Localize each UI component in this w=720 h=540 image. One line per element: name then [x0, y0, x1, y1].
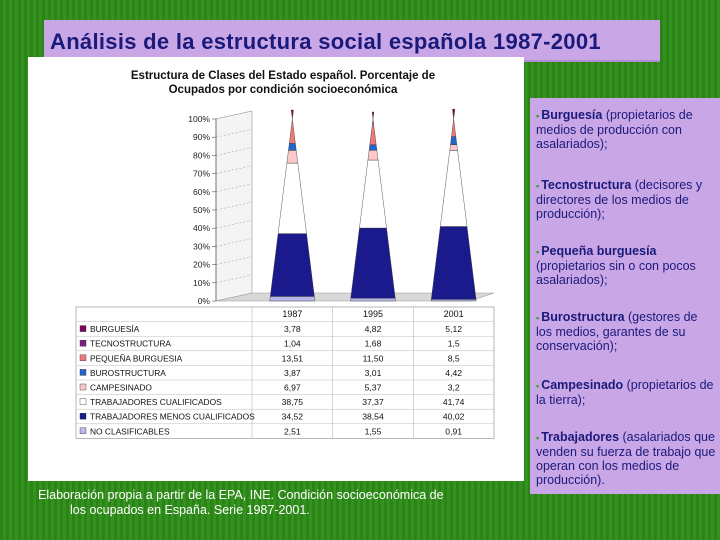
chart-panel	[28, 57, 524, 481]
bar-segment	[369, 145, 377, 150]
bar-segment	[431, 227, 476, 300]
stacked-bar-chart	[28, 57, 524, 481]
y-tick-label: 30%	[192, 241, 210, 252]
y-tick-label: 80%	[192, 150, 210, 161]
bar-segment	[368, 150, 378, 160]
data-value-label: 40,02	[442, 411, 465, 422]
bullet-icon: ▪	[536, 381, 540, 391]
title-bar	[44, 20, 660, 62]
legend-label: TRABAJADORES MENOS CUALIFICADOS	[90, 411, 255, 422]
chart-title-line2: Ocupados por condición socioeconómica	[168, 84, 398, 96]
definition-item	[536, 310, 716, 353]
definition-term: Tecnostructura	[541, 178, 632, 192]
legend-swatch	[80, 413, 86, 419]
definition-item	[536, 108, 716, 151]
bar-segment	[292, 117, 293, 119]
bar-segment	[370, 124, 376, 145]
definition-desc: (asalariados que venden su fuerza de trabajo que operan con los medios de producción).	[536, 430, 716, 487]
bullet-icon: ▪	[536, 111, 540, 121]
y-tick-label: 0%	[197, 296, 210, 306]
bar-segment	[453, 118, 454, 121]
source-caption	[38, 488, 518, 518]
legend-label: NO CLASIFICABLES	[90, 426, 170, 437]
y-tick-label: 100%	[188, 114, 210, 124]
definition-term: Pequeña burguesía	[541, 244, 657, 258]
bar-segment	[372, 112, 374, 121]
definition-item	[536, 430, 716, 487]
data-value-label: 0,91	[445, 426, 463, 437]
definition-term: Trabajadores	[541, 430, 620, 444]
slide-title: Análisis de la estructura social española 1987-2001	[50, 29, 601, 54]
data-value-label: 4,82	[364, 324, 382, 335]
legend-swatch	[80, 399, 86, 405]
data-value-label: 4,42	[445, 367, 463, 378]
data-value-label: 11,50	[362, 353, 384, 364]
legend-swatch	[80, 355, 86, 361]
data-value-label: 6,97	[283, 382, 301, 393]
data-value-label: 3,78	[283, 324, 301, 335]
bar-segment	[278, 163, 306, 234]
legend-label: TECNOSTRUCTURA	[90, 338, 171, 349]
bar-segment	[270, 296, 315, 301]
definitions-panel	[530, 98, 720, 494]
data-value-label: 13,51	[281, 353, 304, 364]
bar-segment	[289, 119, 295, 144]
x-category-label: 2001	[443, 309, 464, 319]
bar-segment	[440, 151, 467, 227]
data-value-label: 5,37	[364, 382, 382, 393]
legend-swatch	[80, 384, 86, 390]
legend-swatch	[80, 428, 86, 434]
x-category-label: 1995	[362, 309, 384, 319]
legend-swatch	[80, 326, 86, 332]
bar-segment	[359, 160, 386, 228]
definition-desc: (propietarios de la tierra);	[536, 378, 714, 407]
definition-desc: (propietarios sin o con pocos asalariados);	[536, 259, 696, 287]
definition-term: Burostructura	[541, 310, 625, 324]
bar-segment	[288, 143, 296, 150]
legend-label: PEQUEÑA BURGUESIA	[90, 353, 183, 364]
bullet-icon: ▪	[536, 181, 540, 191]
legend-label: BURGUESÍA	[90, 324, 140, 335]
data-value-label: 5,12	[445, 324, 463, 335]
legend-swatch	[80, 340, 86, 346]
definition-term: Burguesía	[541, 108, 603, 122]
definition-desc: (decisores y directores de los medios de producción);	[536, 178, 703, 221]
definition-desc: (propietarios de medios de producción con asalariados);	[536, 108, 693, 151]
bar-segment	[450, 137, 456, 145]
bullet-icon: ▪	[536, 313, 540, 323]
data-value-label: 8,5	[447, 353, 460, 364]
bar-segment	[270, 234, 314, 297]
data-value-label: 37,37	[362, 397, 384, 408]
data-value-label: 1,68	[364, 338, 382, 349]
definition-desc: (gestores de los medios, garantes de su conservación);	[536, 310, 698, 353]
data-value-label: 1,55	[364, 426, 382, 437]
legend-label: CAMPESINADO	[90, 382, 152, 393]
definition-item	[536, 244, 716, 287]
bar-segment	[431, 299, 476, 301]
data-value-label: 1,5	[447, 338, 460, 349]
chart-title-line1: Estructura de Clases del Estado español. Porcentaje de	[130, 70, 436, 82]
caption-line1: Elaboración propia a partir de la EPA, INE. Condición socioeconómica de	[38, 488, 444, 502]
y-tick-label: 50%	[192, 205, 210, 215]
data-value-label: 38,54	[362, 411, 384, 422]
data-value-label: 1,04	[283, 338, 301, 349]
bar-segment	[451, 121, 455, 136]
caption-line2: los ocupados en España. Serie 1987-2001.	[70, 503, 310, 517]
bullet-icon: ▪	[536, 247, 540, 257]
bar-segment	[372, 121, 373, 124]
data-value-label: 3,2	[447, 382, 460, 393]
definition-term: Campesinado	[541, 378, 624, 392]
legend-swatch	[80, 369, 86, 375]
data-value-label: 2,51	[283, 426, 301, 437]
y-tick-label: 60%	[192, 186, 210, 197]
bullet-icon: ▪	[536, 433, 540, 443]
bar-segment	[287, 150, 298, 163]
legend-label: TRABAJADORES CUALIFICADOS	[90, 397, 222, 408]
bar-segment	[350, 298, 395, 301]
bar-segment	[351, 228, 395, 298]
y-tick-label: 20%	[192, 259, 210, 270]
bar-segment	[291, 110, 293, 117]
y-tick-label: 10%	[192, 277, 210, 288]
legend-label: BUROSTRUCTURA	[90, 367, 166, 378]
bar-segment	[450, 145, 458, 151]
x-category-label: 1987	[282, 309, 303, 319]
chart-side-wall	[216, 111, 252, 301]
definition-item	[536, 378, 716, 407]
y-tick-label: 40%	[192, 223, 210, 234]
definition-item	[536, 178, 716, 221]
data-value-label: 3,01	[364, 367, 382, 378]
bar-segment	[452, 109, 454, 118]
y-tick-label: 70%	[192, 168, 210, 179]
data-value-label: 34,52	[281, 411, 304, 422]
data-value-label: 41,74	[442, 397, 465, 408]
data-value-label: 38,75	[281, 397, 304, 408]
y-tick-label: 90%	[192, 132, 210, 143]
data-value-label: 3,87	[283, 367, 301, 378]
